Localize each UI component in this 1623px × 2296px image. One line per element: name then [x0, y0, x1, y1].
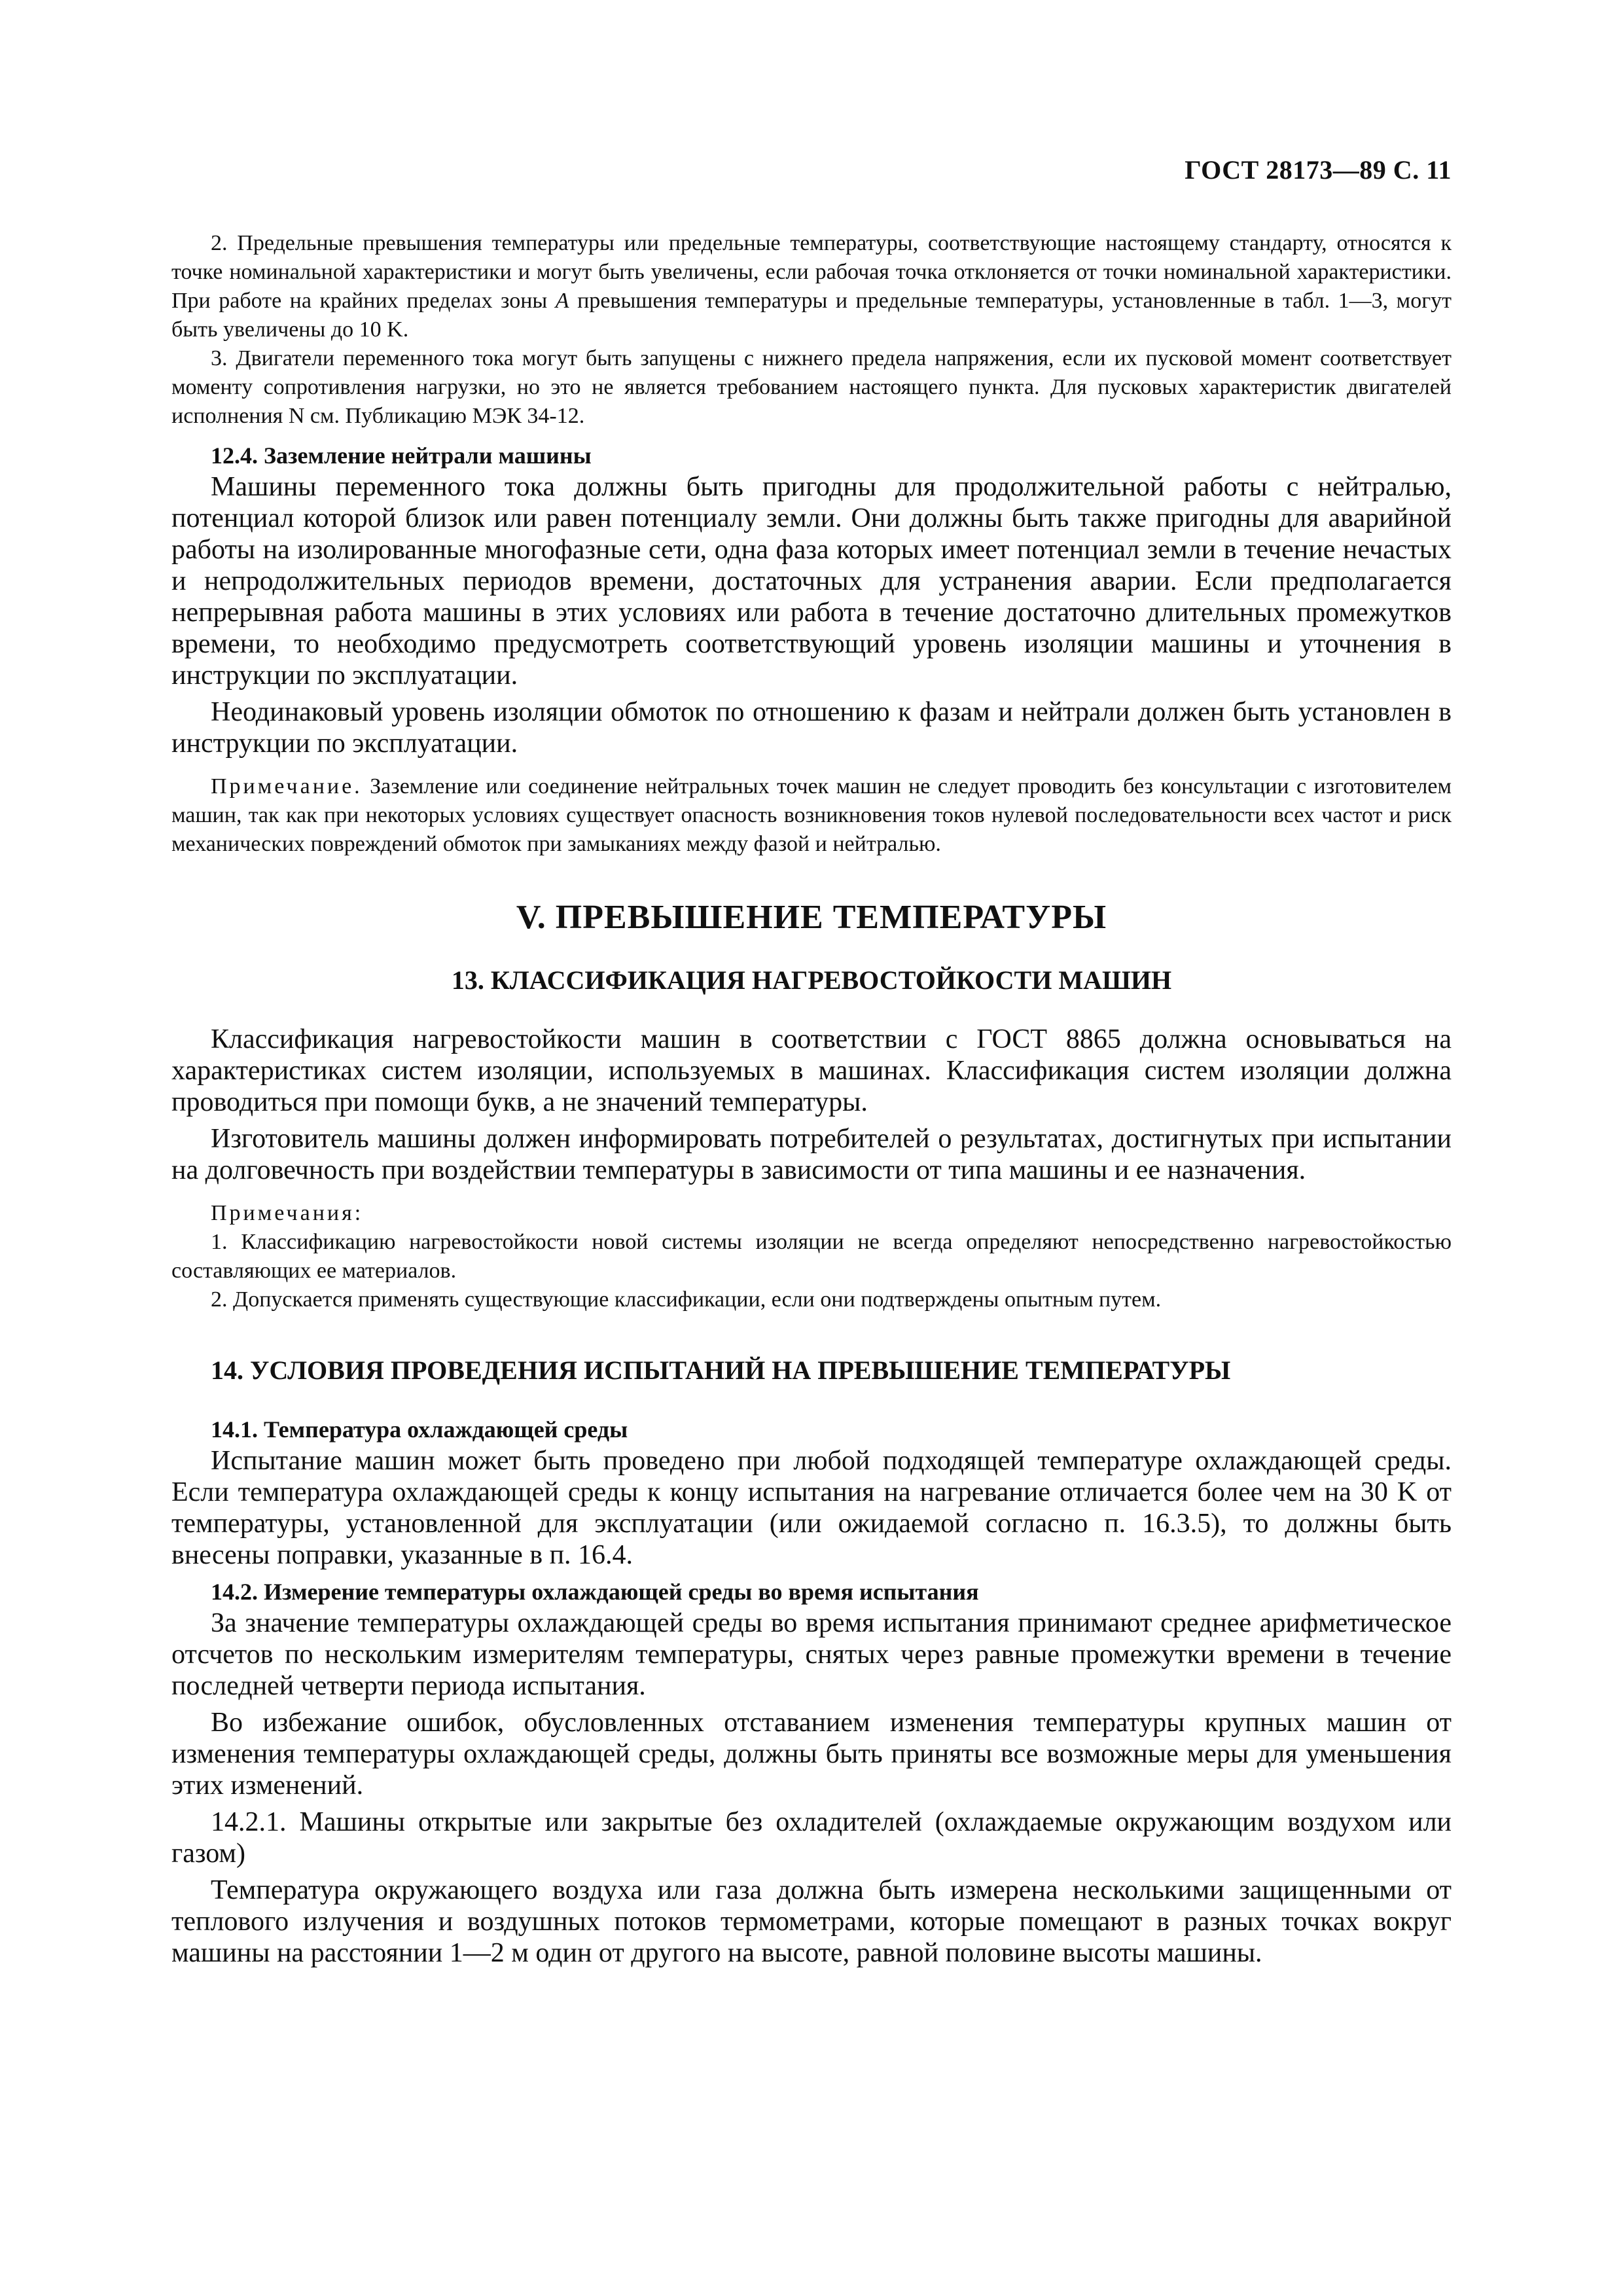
- paragraph-14-2-2: Во избежание ошибок, обусловленных отставанием изменения температуры крупных машин от изменения температуры охлаждающей среды, должны быть приняты все возможные меры для уменьшения этих изменений.: [171, 1708, 1452, 1801]
- paragraph-14-1: Испытание машин может быть проведено при любой подходящей температуре охлаждающей среды. Если температура охлаждающей среды к концу испытания на нагревание отличается более чем на 30 K от температуры, установленной для эксплуатации (или ожидаемой согласно п. 16.3.5), то должны быть внесены поправки, указанные в п. 16.4.: [171, 1446, 1452, 1570]
- paragraph-12-4-2: Неодинаковый уровень изоляции обмоток по отношению к фазам и нейтрали должен быть установлен в инструкции по эксплуатации.: [171, 697, 1452, 759]
- note-2: [171, 229, 1452, 344]
- paragraph-12-4-1: Машины переменного тока должны быть пригодны для продолжительной работы с нейтралью, потенциал которой близок или равен потенциалу земли. Они должны быть также пригодны для аварийной работы на изолированные многофазные сети, одна фаза которых имеет потенциал земли в течение нечастых и непродолжительных периодов времени, достаточных для устранения аварии. Если предполагается непрерывная работа машины в этих условиях или работа в течение достаточно длительных промежутков времени, то необходимо предусмотреть соответствующий уровень изоляции машины и уточнения в инструкции по эксплуатации.: [171, 472, 1452, 691]
- paragraph-14-2-1: За значение температуры охлаждающей среды во время испытания принимают среднее арифметическое отсчетов по нескольким измерителям температуры, снятых через равные промежутки времени в течение последней четверти периода испытания.: [171, 1608, 1452, 1701]
- paragraph-13-2: Изготовитель машины должен информировать потребителей о результатах, достигнутых при испытании на долговечность при воздействии температуры в зависимости от типа машины и ее назначения.: [171, 1124, 1452, 1185]
- note-13-2: 2. Допускается применять существующие классификации, если они подтверждены опытным путем.: [211, 1287, 1162, 1312]
- heading-12-4: 12.4. Заземление нейтрали машины: [211, 442, 592, 469]
- note-13-1: 1. Классификацию нагревостойкости новой системы изоляции не всегда определяют непосредственно нагревостойкостью составляющих ее материалов.: [171, 1230, 1452, 1283]
- chapter-14-title: 14. УСЛОВИЯ ПРОВЕДЕНИЯ ИСПЫТАНИЙ НА ПРЕВЫШЕНИЕ ТЕМПЕРАТУРЫ: [211, 1355, 1231, 1385]
- page-header: ГОСТ 28173—89 С. 11: [1185, 155, 1452, 185]
- paragraph-14-2-1-heading: 14.2.1. Машины открытые или закрытые без охладителей (охлаждаемые окружающим воздухом или газом): [171, 1807, 1452, 1869]
- heading-14-1: 14.1. Температура охлаждающей среды: [211, 1416, 628, 1443]
- heading-14-2: 14.2. Измерение температуры охлаждающей среды во время испытания: [211, 1579, 979, 1605]
- note-label: Примечание.: [211, 774, 363, 798]
- notes-label: Примечания:: [211, 1201, 364, 1225]
- document-page: [171, 0, 1452, 2296]
- note-2-text-b: превышения температуры и предельные температуры, установленные в табл. 1—3, могут быть увеличены до 10 K.: [171, 289, 1452, 342]
- notes-13-label: [171, 1199, 1452, 1228]
- note-12-4-text: Заземление или соединение нейтральных точек машин не следует проводить без консультации с изготовителем машин, так как при некоторых условиях существует опасность возникновения токов нулевой последовательности всех частот и риск механических повреждений обмоток при замыканиях между фазой и нейтралью.: [171, 774, 1452, 856]
- note-12-4: [171, 772, 1452, 859]
- paragraph-13-1: Классификация нагревостойкости машин в соответствии с ГОСТ 8865 должна основываться на характеристиках систем изоляции, используемых в машинах. Классификация систем изоляции должна проводиться при помощи букв, а не значений температуры.: [171, 1024, 1452, 1117]
- note-2-text-a: 2. Предельные превышения температуры или предельные температуры, соответствующие настоящему стандарту, относятся к точке номинальной характеристики и могут быть увеличены, если рабочая точка отклоняется от точки номинальной характеристики. При работе на крайних пределах зоны: [171, 231, 1452, 313]
- section-5-title: V. ПРЕВЫШЕНИЕ ТЕМПЕРАТУРЫ: [516, 899, 1107, 936]
- zone-a-letter: A: [555, 289, 569, 313]
- chapter-13-title: 13. КЛАССИФИКАЦИЯ НАГРЕВОСТОЙКОСТИ МАШИН: [451, 965, 1172, 995]
- paragraph-14-2-1-body: Температура окружающего воздуха или газа должна быть измерена несколькими защищенными от теплового излучения и воздушных потоков термометрами, которые помещают в разных точках вокруг машины на расстоянии 1—2 м один от другого на высоте, равной половине высоты машины.: [171, 1875, 1452, 1968]
- page-content: [171, 229, 1452, 1969]
- note-3: 3. Двигатели переменного тока могут быть запущены с нижнего предела напряжения, если их пусковой момент соответствует моменту сопротивления нагрузки, но это не является требованием настоящего пункта. Для пусковых характеристик двигателей исполнения N см. Публикацию МЭК 34-12.: [171, 346, 1452, 428]
